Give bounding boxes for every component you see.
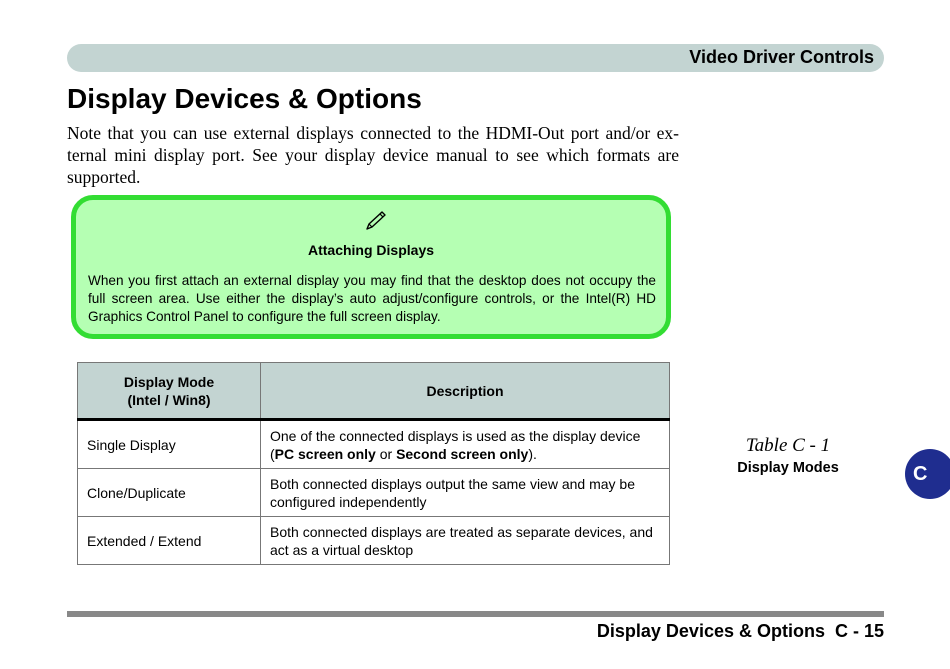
header-description: Description [261,363,670,420]
running-footer [597,620,884,642]
table-row [78,517,670,565]
desc-bold-second-screen-only: Second screen only [396,445,529,462]
table-caption-title: Display Modes [737,460,839,476]
desc-bold-pc-screen-only: PC screen only [274,445,376,462]
footer-rule [67,611,884,617]
table-caption-number: Table C - 1 [745,435,831,456]
description-cell: Both connected displays output the same view and may be configured independently [261,469,670,517]
header-display-mode [78,363,261,420]
running-header [67,44,884,72]
note-title: Attaching Displays [307,242,435,258]
mode-cell: Clone/Duplicate [78,469,261,517]
intro-paragraph: Note that you can use external displays connected to the HDMI-Out port and/or ex-ternal mini display port. See your display device manual to see which formats are supported. [67,123,679,187]
pencil-icon [364,210,388,232]
note-body: When you first attach an external display you may find that the desktop does not occupy the full screen area. Use either the display’s auto adjust/configure controls, or the Intel(R) HD Graphics Control Panel to configure the full screen display. [88,273,656,324]
desc-text: or [375,445,397,462]
note-box [71,195,671,339]
table-header-row [78,363,670,420]
header-display-mode-line1: Display Mode [123,373,215,390]
header-title: Video Driver Controls [689,47,874,67]
desc-text: ). [528,445,537,462]
table-row [78,469,670,517]
page-title: Display Devices & Options [67,83,422,114]
desc-text: One of the connected displays is used as the display device ( [270,427,641,462]
display-modes-table [77,362,670,565]
footer-section-title: Display Devices & Options [596,621,825,641]
description-cell: Both connected displays are treated as separate devices, and act as a virtual desktop [261,517,670,565]
chapter-tab: C [905,449,950,499]
mode-cell: Single Display [78,420,261,469]
table-caption [710,434,866,478]
table-row [78,420,670,469]
page-number: C - 15 [834,621,884,641]
mode-cell: Extended / Extend [78,517,261,565]
header-display-mode-line2: (Intel / Win8) [127,391,211,408]
description-cell [261,420,670,469]
